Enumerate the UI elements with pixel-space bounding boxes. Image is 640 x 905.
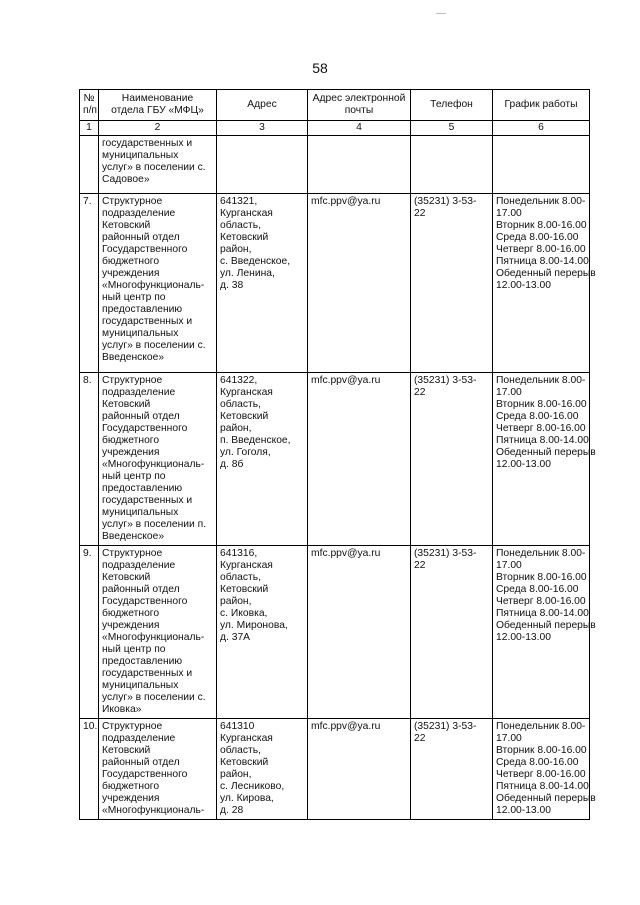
cell-line: Государственного bbox=[102, 596, 188, 607]
cell-line: районный отдел bbox=[102, 757, 180, 768]
cell-line: Телефон bbox=[430, 99, 473, 110]
row-name bbox=[99, 194, 217, 373]
column-number-row bbox=[80, 121, 590, 136]
cell-line: 22 bbox=[414, 733, 426, 744]
row-num: 7. bbox=[80, 194, 99, 373]
header-email bbox=[308, 90, 411, 121]
cell-line: Структурное bbox=[102, 721, 163, 732]
cell-line: Пятница 8.00-14.00 bbox=[496, 256, 589, 267]
cell-line: п. Введенское, bbox=[220, 435, 291, 446]
header-num bbox=[80, 90, 99, 121]
row-address bbox=[217, 719, 308, 820]
cell-line: Государственного bbox=[102, 244, 188, 255]
cell-line: ул. Ленина, bbox=[220, 268, 275, 279]
cell-line: Пятница 8.00-14.00 bbox=[496, 608, 589, 619]
cell-line: с. Лесниково, bbox=[220, 781, 285, 792]
cell-line: подразделение bbox=[102, 387, 176, 398]
cell-line: Обеденный перерыв bbox=[496, 793, 596, 804]
row-schedule bbox=[493, 373, 596, 546]
cell-line: 641322, bbox=[220, 375, 258, 386]
cell-line: услуг» в поселении с. bbox=[102, 340, 206, 351]
cell-line: учреждения bbox=[102, 268, 160, 279]
cell-line: 17.00 bbox=[496, 208, 522, 219]
row-email: mfc.ppv@ya.ru bbox=[308, 719, 411, 820]
column-number: 3 bbox=[217, 121, 308, 136]
cell-line: «Многофункциональ- bbox=[102, 632, 205, 643]
cell-line: Пятница 8.00-14.00 bbox=[496, 435, 589, 446]
cell-line: Кетовский bbox=[102, 745, 151, 756]
row-name bbox=[99, 373, 217, 546]
continuation-phone bbox=[411, 136, 493, 194]
header-address bbox=[217, 90, 308, 121]
cell-line: 22 bbox=[414, 560, 426, 571]
cell-line: Введенское» bbox=[102, 352, 165, 363]
cell-line: ный центр по bbox=[102, 471, 166, 482]
cell-line: (35231) 3-53- bbox=[414, 548, 477, 559]
cell-line: Кетовский bbox=[220, 757, 269, 768]
cell-line: государственных и bbox=[102, 316, 193, 327]
table-row bbox=[80, 546, 590, 719]
cell-line: услуг» в поселении с. bbox=[102, 692, 206, 703]
cell-line: 22 bbox=[414, 208, 426, 219]
cell-line: Вторник 8.00-16.00 bbox=[496, 745, 587, 756]
cell-line: муниципальных bbox=[102, 680, 179, 691]
cell-line: подразделение bbox=[102, 208, 176, 219]
header-name bbox=[99, 90, 217, 121]
cell-line: д. 37А bbox=[220, 632, 251, 643]
cell-line: Структурное bbox=[102, 548, 163, 559]
cell-line: Государственного bbox=[102, 423, 188, 434]
cell-line: д. 8б bbox=[220, 459, 244, 470]
continuation-row bbox=[80, 136, 590, 194]
row-phone bbox=[411, 194, 493, 373]
cell-line: подразделение bbox=[102, 733, 176, 744]
cell-line: Обеденный перерыв bbox=[496, 268, 596, 279]
cell-line: Понедельник 8.00- bbox=[496, 196, 586, 207]
cell-line: учреждения bbox=[102, 620, 160, 631]
cell-line: Кетовский bbox=[220, 411, 269, 422]
cell-line: Кетовский bbox=[220, 584, 269, 595]
cell-line: район, bbox=[220, 596, 252, 607]
page-number: 58 bbox=[312, 60, 328, 76]
continuation-num bbox=[80, 136, 99, 194]
cell-line: 12.00-13.00 bbox=[496, 805, 551, 816]
mfc-departments-table bbox=[79, 89, 596, 820]
table-row bbox=[80, 719, 590, 820]
cell-line: предоставлению bbox=[102, 483, 183, 494]
cell-line: Курганская bbox=[220, 208, 273, 219]
row-schedule bbox=[493, 719, 596, 820]
cell-line: Вторник 8.00-16.00 bbox=[496, 572, 587, 583]
cell-line: «Многофункциональ- bbox=[102, 280, 205, 291]
cell-line: Введенское» bbox=[102, 531, 165, 542]
cell-line: Четверг 8.00-16.00 bbox=[496, 769, 586, 780]
cell-line: Четверг 8.00-16.00 bbox=[496, 596, 586, 607]
cell-line: д. 38 bbox=[220, 280, 244, 291]
continuation-address bbox=[217, 136, 308, 194]
cell-line: Садовое» bbox=[102, 174, 150, 185]
row-schedule bbox=[493, 194, 596, 373]
cell-line: ный центр по bbox=[102, 644, 166, 655]
cell-line: бюджетного bbox=[102, 256, 160, 267]
cell-line: «Многофункциональ- bbox=[102, 459, 205, 470]
cell-line: Курганская bbox=[220, 733, 273, 744]
row-phone bbox=[411, 373, 493, 546]
column-number: 5 bbox=[411, 121, 493, 136]
cell-line: область, bbox=[220, 572, 261, 583]
continuation-schedule bbox=[493, 136, 590, 194]
cell-line: (35231) 3-53- bbox=[414, 375, 477, 386]
table-row bbox=[80, 373, 590, 546]
cell-line: государственных и bbox=[102, 668, 193, 679]
cell-line: «Многофункциональ- bbox=[102, 805, 205, 816]
cell-line: область, bbox=[220, 220, 261, 231]
column-number: 2 bbox=[99, 121, 217, 136]
cell-line: область, bbox=[220, 745, 261, 756]
cell-line: Кетовский bbox=[220, 232, 269, 243]
cell-line: бюджетного bbox=[102, 781, 160, 792]
cell-line: ул. Миронова, bbox=[220, 620, 288, 631]
row-email: mfc.ppv@ya.ru bbox=[308, 194, 411, 373]
cell-line: ул. Гоголя, bbox=[220, 447, 271, 458]
cell-line: отдела ГБУ «МФЦ» bbox=[111, 105, 204, 116]
row-name bbox=[99, 546, 217, 719]
cell-line: муниципальных bbox=[102, 507, 179, 518]
cell-line: учреждения bbox=[102, 447, 160, 458]
cell-line: Среда 8.00-16.00 bbox=[496, 411, 579, 422]
cell-line: 17.00 bbox=[496, 560, 522, 571]
cell-line: 12.00-13.00 bbox=[496, 280, 551, 291]
cell-line: Кетовский bbox=[102, 220, 151, 231]
cell-line: район, bbox=[220, 244, 252, 255]
cell-line: 12.00-13.00 bbox=[496, 632, 551, 643]
cell-line: Вторник 8.00-16.00 bbox=[496, 399, 587, 410]
row-address bbox=[217, 546, 308, 719]
cell-line: с. Иковка, bbox=[220, 608, 268, 619]
cell-line: Государственного bbox=[102, 769, 188, 780]
cell-line: Среда 8.00-16.00 bbox=[496, 757, 579, 768]
cell-line: с. Введенское, bbox=[220, 256, 291, 267]
cell-line: Курганская bbox=[220, 560, 273, 571]
cell-line: районный отдел bbox=[102, 232, 180, 243]
cell-line: (35231) 3-53- bbox=[414, 196, 477, 207]
cell-line: График работы bbox=[504, 99, 578, 110]
cell-line: 641316, bbox=[220, 548, 258, 559]
cell-line: п/п bbox=[83, 105, 98, 116]
cell-line: № bbox=[83, 93, 95, 104]
cell-line: Курганская bbox=[220, 387, 273, 398]
cell-line: ул. Кирова, bbox=[220, 793, 274, 804]
row-num: 10. bbox=[80, 719, 99, 820]
row-name bbox=[99, 719, 217, 820]
cell-line: 12.00-13.00 bbox=[496, 459, 551, 470]
cell-line: 641321, bbox=[220, 196, 258, 207]
cell-line: предоставлению bbox=[102, 304, 183, 315]
cell-line: Пятница 8.00-14.00 bbox=[496, 781, 589, 792]
cell-line: Среда 8.00-16.00 bbox=[496, 584, 579, 595]
row-email: mfc.ppv@ya.ru bbox=[308, 373, 411, 546]
cell-line: Адрес электронной bbox=[312, 93, 406, 104]
cell-line: бюджетного bbox=[102, 608, 160, 619]
row-phone bbox=[411, 719, 493, 820]
cell-line: Понедельник 8.00- bbox=[496, 548, 586, 559]
cell-line: Наименование bbox=[121, 93, 194, 104]
column-number: 1 bbox=[80, 121, 99, 136]
cell-line: д. 28 bbox=[220, 805, 244, 816]
cell-line: районный отдел bbox=[102, 584, 180, 595]
row-email: mfc.ppv@ya.ru bbox=[308, 546, 411, 719]
cell-line: Обеденный перерыв bbox=[496, 620, 596, 631]
row-num: 8. bbox=[80, 373, 99, 546]
continuation-email bbox=[308, 136, 411, 194]
cell-line: районный отдел bbox=[102, 411, 180, 422]
column-number: 4 bbox=[308, 121, 411, 136]
cell-line: Кетовский bbox=[102, 572, 151, 583]
cell-line: услуг» в поселении с. bbox=[102, 162, 206, 173]
cell-line: Обеденный перерыв bbox=[496, 447, 596, 458]
cell-line: Иковка» bbox=[102, 704, 142, 715]
cell-line: Адрес bbox=[247, 99, 277, 110]
cell-line: 17.00 bbox=[496, 733, 522, 744]
cell-line: ный центр по bbox=[102, 292, 166, 303]
cell-line: государственных и bbox=[102, 495, 193, 506]
cell-line: 17.00 bbox=[496, 387, 522, 398]
scan-mark bbox=[436, 13, 446, 14]
row-schedule bbox=[493, 546, 596, 719]
cell-line: предоставлению bbox=[102, 656, 183, 667]
row-num: 9. bbox=[80, 546, 99, 719]
cell-line: подразделение bbox=[102, 560, 176, 571]
cell-line: Вторник 8.00-16.00 bbox=[496, 220, 587, 231]
cell-line: муниципальных bbox=[102, 150, 179, 161]
row-address bbox=[217, 194, 308, 373]
cell-line: государственных и bbox=[102, 138, 193, 149]
cell-line: Среда 8.00-16.00 bbox=[496, 232, 579, 243]
cell-line: (35231) 3-53- bbox=[414, 721, 477, 732]
cell-line: 22 bbox=[414, 387, 426, 398]
cell-line: район, bbox=[220, 769, 252, 780]
cell-line: Понедельник 8.00- bbox=[496, 721, 586, 732]
header-phone bbox=[411, 90, 493, 121]
cell-line: Кетовский bbox=[102, 399, 151, 410]
continuation-name bbox=[99, 136, 217, 194]
cell-line: муниципальных bbox=[102, 328, 179, 339]
cell-line: почты bbox=[344, 105, 374, 116]
cell-line: услуг» в поселении п. bbox=[102, 519, 207, 530]
cell-line: Структурное bbox=[102, 375, 163, 386]
cell-line: 641310 bbox=[220, 721, 255, 732]
row-phone bbox=[411, 546, 493, 719]
table-row bbox=[80, 194, 590, 373]
cell-line: учреждения bbox=[102, 793, 160, 804]
cell-line: район, bbox=[220, 423, 252, 434]
cell-line: бюджетного bbox=[102, 435, 160, 446]
header-row bbox=[80, 90, 590, 121]
cell-line: Четверг 8.00-16.00 bbox=[496, 423, 586, 434]
cell-line: область, bbox=[220, 399, 261, 410]
cell-line: Понедельник 8.00- bbox=[496, 375, 586, 386]
column-number: 6 bbox=[493, 121, 590, 136]
row-address bbox=[217, 373, 308, 546]
cell-line: Четверг 8.00-16.00 bbox=[496, 244, 586, 255]
header-schedule bbox=[493, 90, 590, 121]
cell-line: Структурное bbox=[102, 196, 163, 207]
